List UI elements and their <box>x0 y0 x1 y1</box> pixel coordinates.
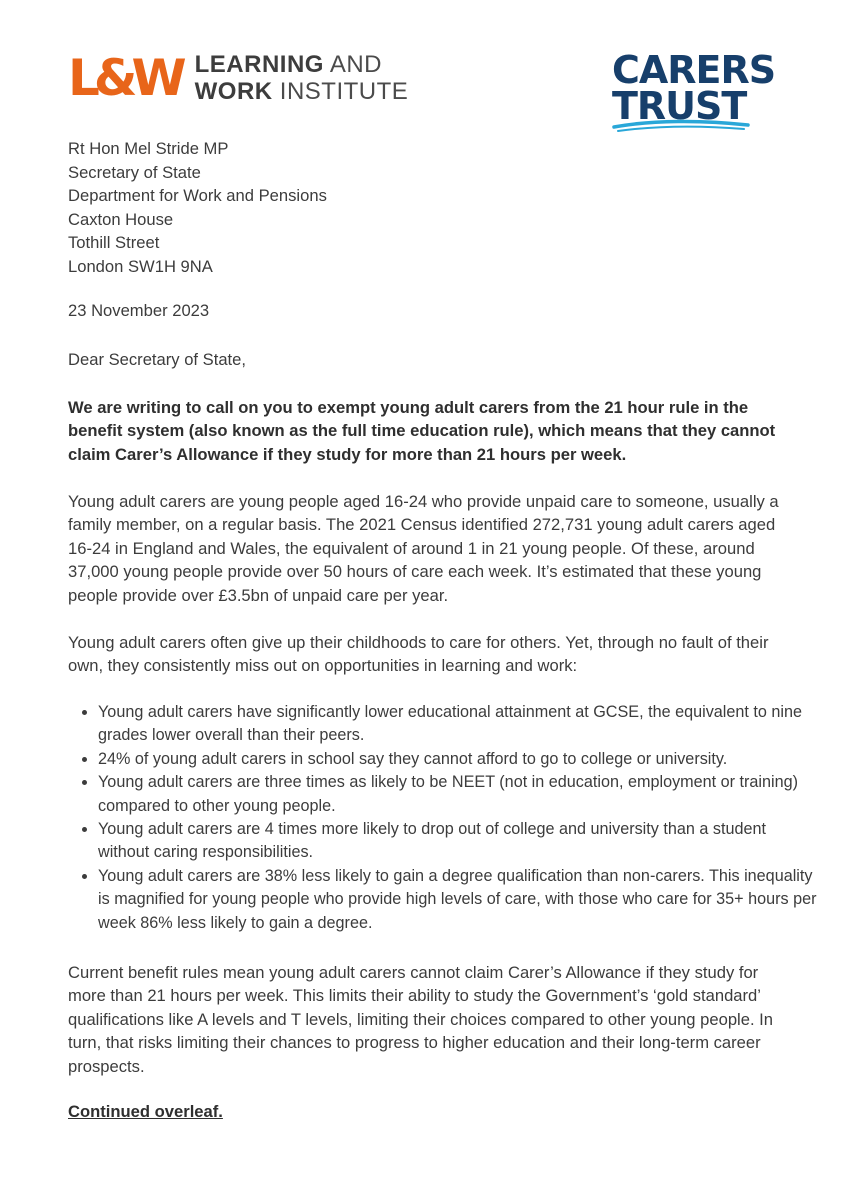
address-line: Caxton House <box>68 209 174 229</box>
body-paragraph-1: Young adult carers are young people aged 16-24 who provide unpaid care to someone, usually a family member, on a regular basis. The 2021 Census identified 272,731 young adult carers aged 16-24 in England and Wales, the equivalent of around 1 in 21 young people. Of these, around 37,000 young people provide over 50 hours of care each week. It’s estimated that these young people provide over £3.5bn of unpaid care per year. <box>68 492 779 605</box>
body-paragraph-3: Current benefit rules mean young adult carers cannot claim Carer’s Allowance if they study for more than 21 hours per week. This limits their ability to study the Government’s ‘gold standard’ qualifications like A levels and T levels, limiting their choices compared to other young people. In turn, that risks limiting their chances to progress to higher education and their long-term career prospects. <box>68 963 774 1076</box>
address-line: Department for Work and Pensions <box>68 186 327 205</box>
address-line: London SW1H 9NA <box>68 256 213 276</box>
statistics-list <box>68 701 818 935</box>
letter-date: 23 November 2023 <box>68 301 210 320</box>
intro-paragraph: We are writing to call on you to exempt young adult carers from the 21 hour rule in the benefit system (also known as the full time education rule), which means that they cannot claim Carer’s Allowance if they study for more than 21 hours per week. <box>68 398 776 464</box>
carers-trust-line2: TRUST <box>612 84 747 128</box>
lw-logo-wordmark: LEARNING AND WORK INSTITUTE <box>194 51 409 105</box>
carers-trust-line1: CARERS <box>612 48 776 92</box>
list-item: • Young adult carers are 38% less likely to gain a degree qualification than non-carers. This inequality is magnified for young people who provide high levels of care, with those who care for 35+ hours per week 86% less likely to gain a degree. <box>98 865 818 935</box>
address-line: Tothill Street <box>68 233 160 252</box>
salutation: Dear Secretary of State, <box>68 350 247 369</box>
swoosh-icon <box>612 118 752 134</box>
continued-overleaf: Continued overleaf. <box>68 1102 223 1121</box>
list-item: • Young adult carers are three times as likely to be NEET (not in education, employment or training) compared to other young people. <box>98 771 818 818</box>
list-item: • Young adult carers have significantly lower educational attainment at GCSE, the equivalent to nine grades lower overall than their peers. <box>98 701 818 748</box>
list-item: • Young adult carers are 4 times more likely to drop out of college and university than a student without caring responsibilities. <box>98 818 818 865</box>
address-line: Secretary of State <box>68 162 201 182</box>
address-line: Rt Hon Mel Stride MP <box>68 139 229 158</box>
learning-and-work-logo <box>68 50 408 106</box>
list-item: • 24% of young adult carers in school say they cannot afford to go to college or university. <box>98 748 818 771</box>
recipient-address <box>68 137 327 278</box>
carers-trust-logo <box>612 48 782 142</box>
lw-logo-mark: L&W <box>68 49 181 107</box>
body-paragraph-2: Young adult carers often give up their childhoods to care for others. Yet, through no fault of their own, they consistently miss out on opportunities in learning and work: <box>68 633 769 676</box>
